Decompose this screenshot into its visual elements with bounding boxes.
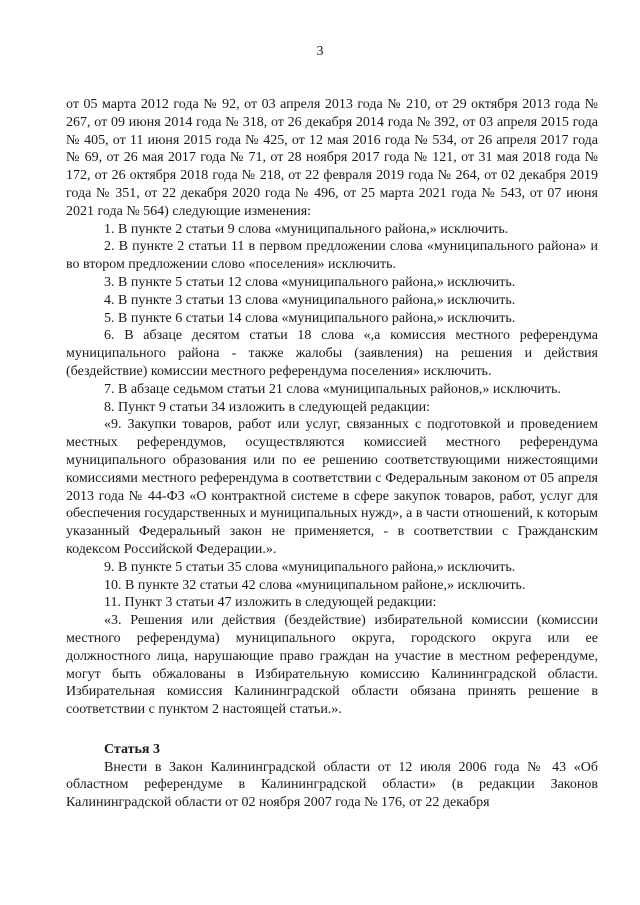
paragraph-item-2: 2. В пункте 2 статьи 11 в первом предложении слова «муниципального района» и во втором предложении слово «поселения» исключить. [66, 239, 598, 273]
paragraph-item-1: 1. В пункте 2 статьи 9 слова «муниципального района,» исключить. [104, 221, 509, 237]
paragraph-item-4: 4. В пункте 3 статьи 13 слова «муниципального района,» исключить. [104, 292, 516, 308]
paragraph-item-10: 10. В пункте 32 статьи 42 слова «муниципальном районе,» исключить. [104, 577, 526, 593]
paragraph-item-3: 3. В пункте 5 статьи 12 слова «муниципального района,» исключить. [104, 274, 516, 290]
paragraph-item-9: 9. В пункте 5 статьи 35 слова «муниципального района,» исключить. [104, 559, 516, 575]
article-heading: Статья 3 [104, 741, 160, 757]
paragraph-item-5: 5. В пункте 6 статьи 14 слова «муниципального района,» исключить. [104, 310, 516, 326]
document-body [66, 96, 598, 812]
paragraph-item-7: 7. В абзаце седьмом статьи 21 слова «муниципальных районов,» исключить. [104, 381, 561, 397]
article-paragraph: Внести в Закон Калининградской области от 12 июля 2006 года № 43 «Об областном референдуме в Калининградской области» (в редакции Законов Калининградской области от 02 ноября 2007 года № 176, от 22 декабря [66, 759, 598, 811]
paragraph-amendment-intro: от 05 марта 2012 года № 92, от 03 апреля 2013 года № 210, от 29 октября 2013 года № 267, от 09 июня 2014 года № 318, от 26 декабря 2014 года № 392, от 03 апреля 2015 года № 405, от 11 июня 2015 года № 425, от 12 мая 2016 года № 534, от 26 апреля 2017 года № 69, от 26 мая 2017 года № 71, от 28 ноября 2017 года № 121, от 31 мая 2018 года № 172, от 26 октября 2018 года № 218, от 22 февраля 2019 года № 264, от 02 декабря 2019 года № 351, от 22 декабря 2020 года № 496, от 25 марта 2021 года № 543, от 07 июня 2021 года № 564) следующие изменения: [66, 97, 598, 219]
page-number: 3 [316, 44, 324, 59]
paragraph-quote-point-9: «9. Закупки товаров, работ или услуг, связанных с подготовкой и проведением местных референдумов, осуществляются комиссией местного референдума муниципального образования или по ее решению соответствующими нижестоящими комиссиями местного референдума в соответствии с Федеральным законом от 05 апреля 2013 года № 44-ФЗ «О контрактной системе в сфере закупок товаров, работ, услуг для обеспечения государственных и муниципальных нужд», а в части отношений, к которым указанный Федеральный закон не применяется, - в соответствии с Гражданским кодексом Российской Федерации.». [66, 417, 598, 557]
paragraph-item-6: 6. В абзаце десятом статьи 18 слова «,а комиссия местного референдума муниципального района - также жалобы (заявления) на решения и действия (бездействие) комиссии местного референдума поселения» исключить. [66, 328, 598, 379]
paragraph-item-11: 11. Пункт 3 статьи 47 изложить в следующей редакции: [104, 595, 437, 611]
paragraph-quote-point-3: «3. Решения или действия (бездействие) избирательной комиссии (комиссии местного референдума) муниципального округа, городского округа или ее должностного лица, нарушающие право граждан на участие в местном референдуме, могут быть обжалованы в Избирательную комиссию Калининградской области. Избирательная комиссия Калининградской области обязана принять решение в соответствии с пунктом 2 настоящей статьи.». [66, 613, 598, 718]
paragraph-item-8: 8. Пункт 9 статьи 34 изложить в следующей редакции: [104, 399, 430, 415]
